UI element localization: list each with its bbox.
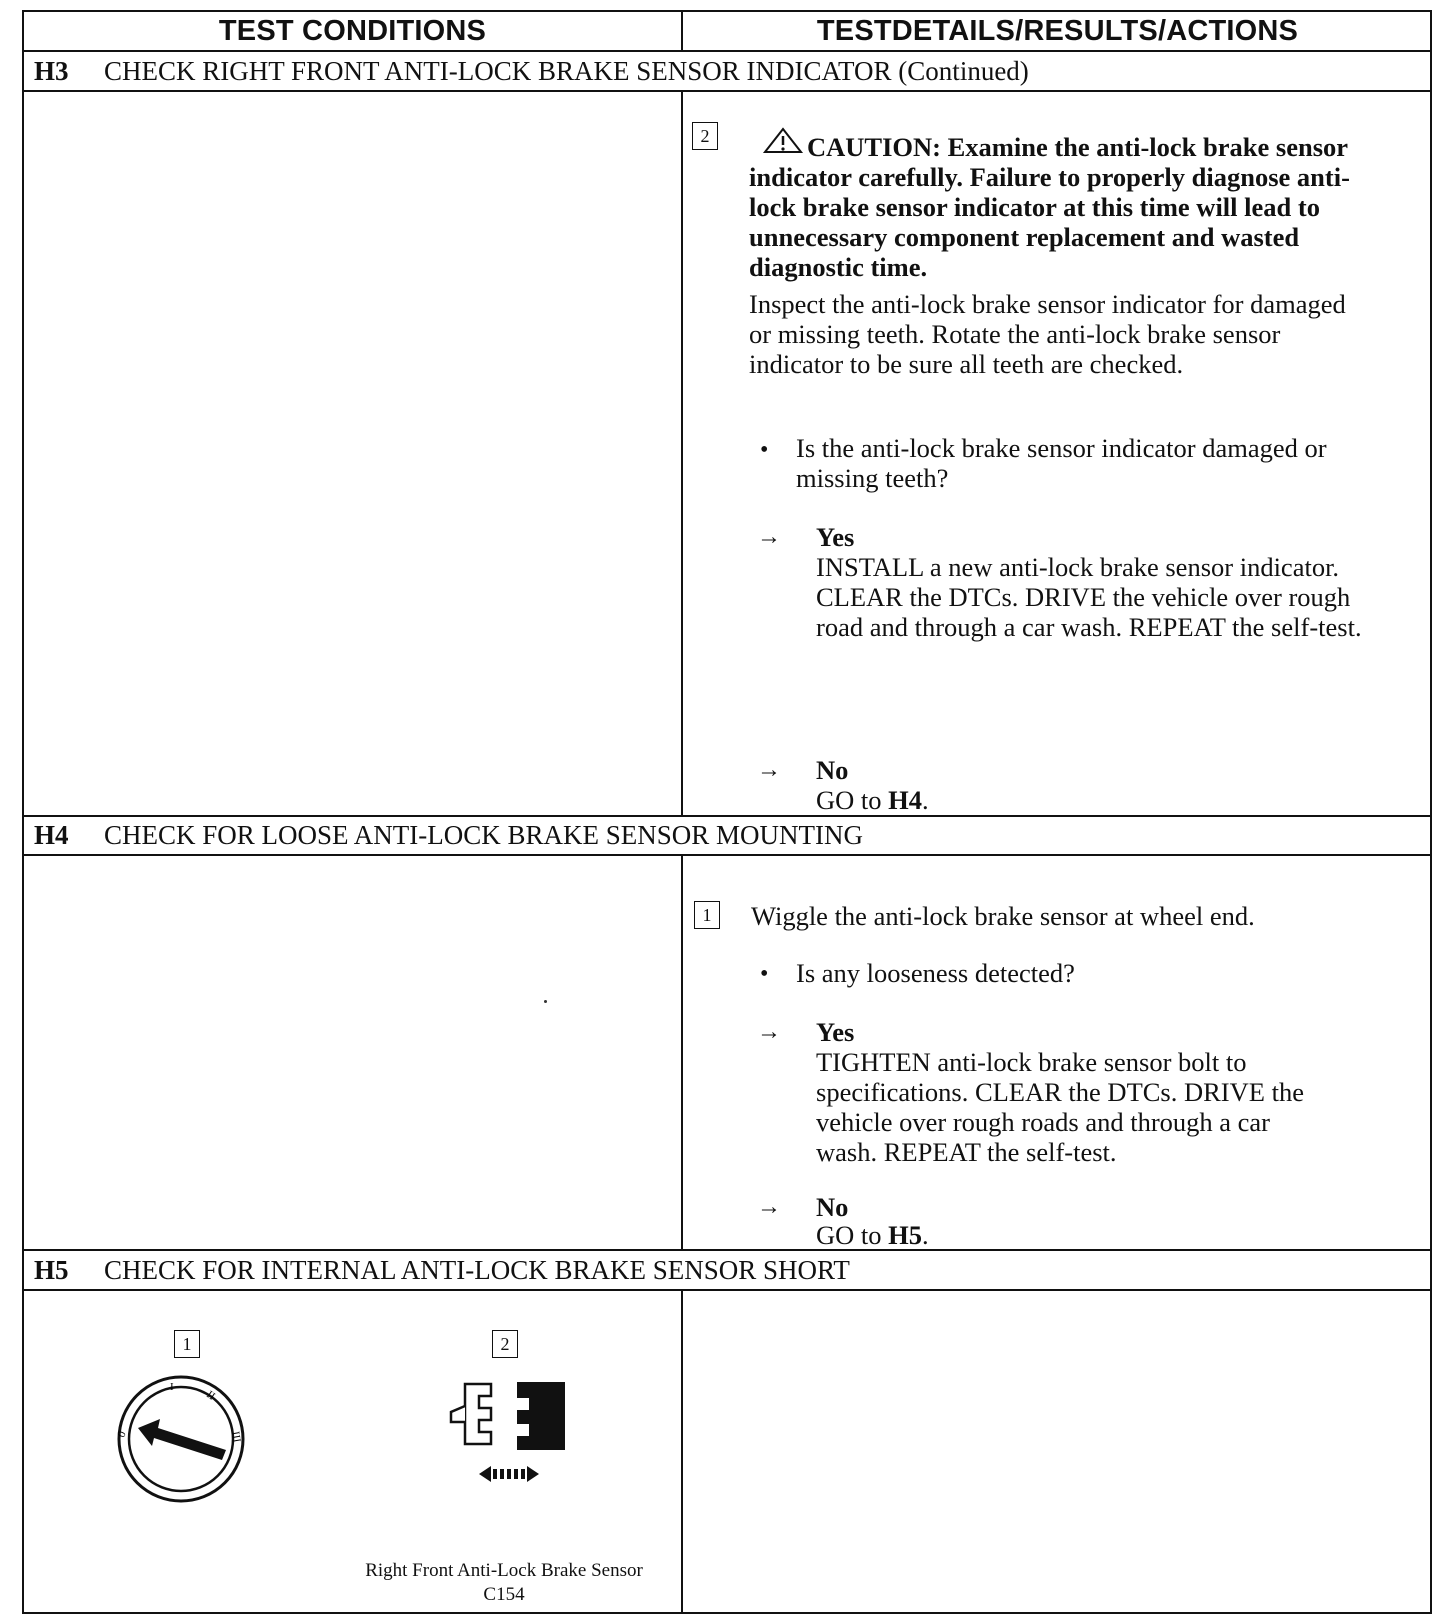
yes-action-text: INSTALL a new anti-lock brake sensor indicator. CLEAR the DTCs. DRIVE the vehicle over rough road and through a car wash. REPEAT the self-test. — [816, 552, 1362, 642]
section-code: H4 — [34, 820, 69, 850]
section-code: H3 — [34, 56, 69, 86]
yes-label: Yes — [816, 1017, 855, 1047]
instruction-text: Inspect the anti-lock brake sensor indicator for damaged or missing teeth. Rotate the anti-lock brake sensor indicator to be sure all teeth are checked. — [749, 289, 1346, 379]
section-title-h3 — [34, 54, 1029, 88]
ignition-position-start: III — [229, 1430, 243, 1444]
question-text: Is any looseness detected? — [796, 958, 1075, 988]
column-divider — [681, 12, 683, 50]
arrow-right-icon: → — [757, 1194, 781, 1220]
caption-line-1: Right Front Anti-Lock Brake Sensor — [365, 1560, 643, 1581]
question-text: Is the anti-lock brake sensor indicator damaged or missing teeth? — [796, 433, 1327, 493]
divider — [24, 1289, 1430, 1291]
connector-caption — [324, 1559, 684, 1607]
yes-action-text: TIGHTEN anti-lock brake sensor bolt to specifications. CLEAR the DTCs. DRIVE the vehicle over rough roads and through a car wash. REPEAT the self-test. — [816, 1047, 1304, 1167]
go-to-text: GO to — [816, 785, 882, 815]
instruction-text: Wiggle the anti-lock brake sensor at wheel end. — [751, 901, 1255, 931]
step-number-box: 2 — [692, 122, 718, 150]
test-table — [22, 10, 1432, 1614]
header-test-conditions: TEST CONDITIONS — [218, 14, 487, 47]
arrow-right-icon: → — [757, 757, 781, 783]
go-to-text: GO to — [816, 1220, 882, 1250]
ignition-position-acc: I — [170, 1381, 174, 1393]
step-number-box: 1 — [174, 1330, 200, 1358]
yes-label: Yes — [816, 522, 855, 552]
arrow-right-icon: → — [757, 1019, 781, 1045]
ignition-position-run: II — [204, 1388, 218, 1403]
step-number-box: 1 — [694, 901, 720, 929]
go-to-ref: H4 — [888, 785, 923, 815]
section-title-text: CHECK FOR INTERNAL ANTI-LOCK BRAKE SENSOR SHORT — [104, 1255, 850, 1285]
divider — [24, 50, 1430, 52]
divider — [24, 1249, 1430, 1251]
section-code: H5 — [34, 1255, 69, 1285]
caution-text: CAUTION: Examine the anti-lock brake sensor indicator carefully. Failure to properly diagnose anti-lock brake sensor indicator at this time will lead to unnecessary component replacement and wasted diagnostic time. — [749, 132, 1350, 282]
speck — [544, 1000, 547, 1003]
no-action-text: GO to H5. — [816, 1220, 929, 1250]
caption-line-2: C154 — [483, 1584, 525, 1605]
connector-disconnect-icon — [439, 1372, 579, 1502]
section-title-text: CHECK FOR LOOSE ANTI-LOCK BRAKE SENSOR MOUNTING — [104, 820, 864, 850]
divider — [24, 815, 1430, 817]
ignition-switch-icon — [114, 1372, 249, 1507]
ignition-position-off: 0 — [115, 1429, 129, 1440]
no-action-text: GO to H4. — [816, 785, 929, 815]
column-divider — [681, 854, 683, 1249]
column-divider — [681, 90, 683, 815]
section-title-text: CHECK RIGHT FRONT ANTI-LOCK BRAKE SENSOR INDICATOR (Continued) — [104, 56, 1029, 86]
no-label: No — [816, 1192, 849, 1222]
divider — [24, 854, 1430, 856]
header-test-details: TESTDETAILS/RESULTS/ACTIONS — [816, 14, 1299, 47]
no-label: No — [816, 755, 849, 785]
divider — [24, 90, 1430, 92]
section-title-h5 — [34, 1253, 850, 1287]
arrow-right-icon: → — [757, 524, 781, 550]
go-to-ref: H5 — [888, 1220, 923, 1250]
section-title-h4 — [34, 818, 863, 852]
bullet-icon: • — [760, 437, 769, 463]
step-number-box: 2 — [492, 1330, 518, 1358]
bullet-icon: • — [760, 961, 769, 987]
